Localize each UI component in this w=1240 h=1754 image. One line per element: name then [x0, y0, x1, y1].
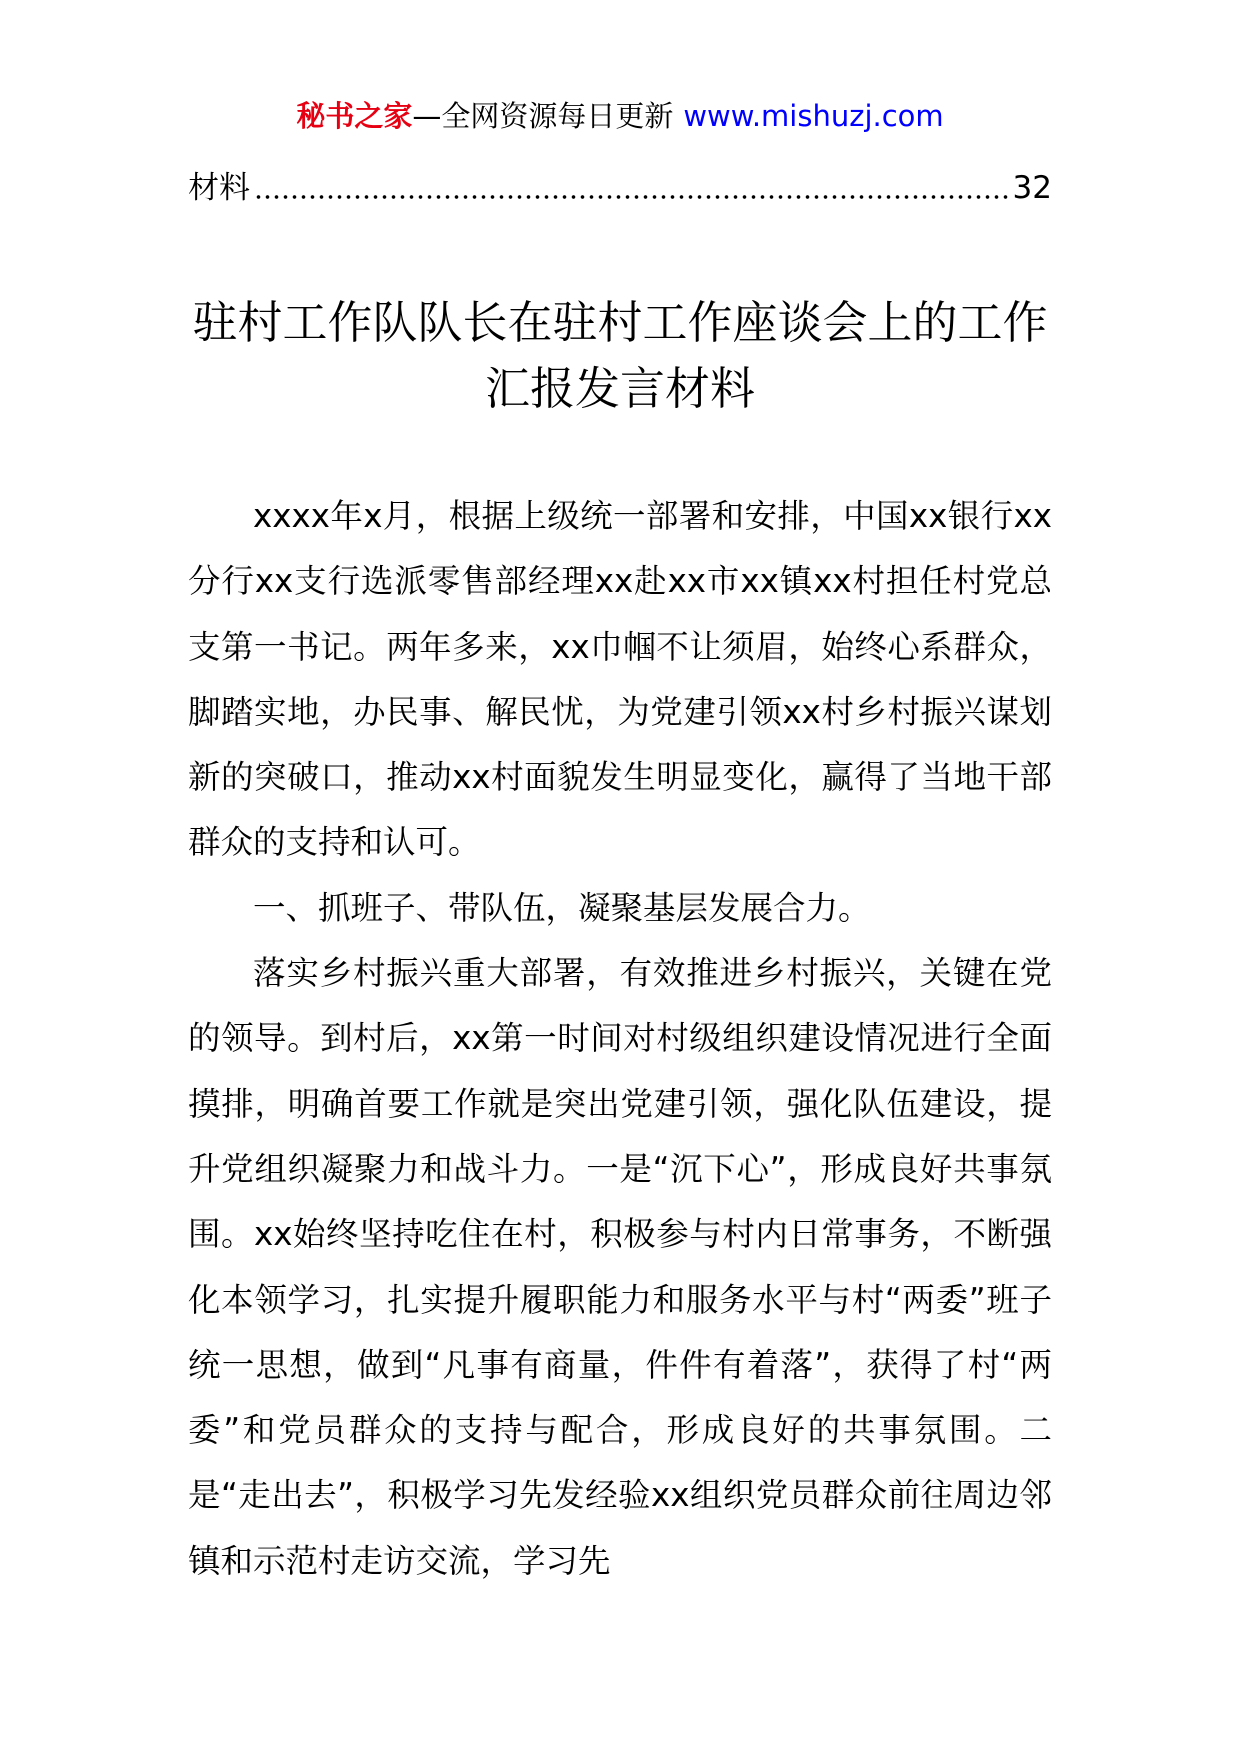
- document-body: [188, 484, 1052, 1594]
- document-title: 驻村工作队队长在驻村工作座谈会上的工作汇报发言材料: [192, 296, 1048, 415]
- section-heading: 一、抓班子、带队伍，凝聚基层发展合力。: [253, 888, 871, 927]
- body-paragraph: xxxx年x月，根据上级统一部署和安排，中国xx银行xx分行xx支行选派零售部经理xx赴xx市xx镇xx村担任村党总支第一书记。两年多来，xx巾帼不让须眉，始终心系群众，脚踏实地，办民事、解民忧，为党建引领xx村乡村振兴谋划新的突破口，推动xx村面貌发生明显变化，赢得了当地干部群众的支持和认可。: [188, 497, 1052, 862]
- site-brand: 秘书之家: [296, 99, 413, 133]
- site-url-link[interactable]: www.mishuzj.com: [683, 99, 944, 133]
- toc-dot-leader: [254, 193, 1009, 201]
- toc-page-number: 32: [1012, 170, 1052, 206]
- site-header: [0, 96, 1240, 136]
- toc-entry-label: 材料: [188, 170, 250, 206]
- body-paragraph: 落实乡村振兴重大部署，有效推进乡村振兴，关键在党的领导。到村后，xx第一时间对村级组织建设情况进行全面摸排，明确首要工作就是突出党建引领，强化队伍建设，提升党组织凝聚力和战斗力。一是“沉下心”，形成良好共事氛围。xx始终坚持吃住在村，积极参与村内日常事务，不断强化本领学习，扎实提升履职能力和服务水平与村“两委”班子统一思想，做到“凡事有商量，件件有着落”，获得了村“两委”和党员群众的支持与配合，形成良好的共事氛围。二是“走出去”，积极学习先发经验xx组织党员群众前往周边邻镇和示范村走访交流，学习先: [188, 954, 1052, 1580]
- site-tagline: —全网资源每日更新: [412, 99, 674, 133]
- toc-entry: [188, 168, 1052, 208]
